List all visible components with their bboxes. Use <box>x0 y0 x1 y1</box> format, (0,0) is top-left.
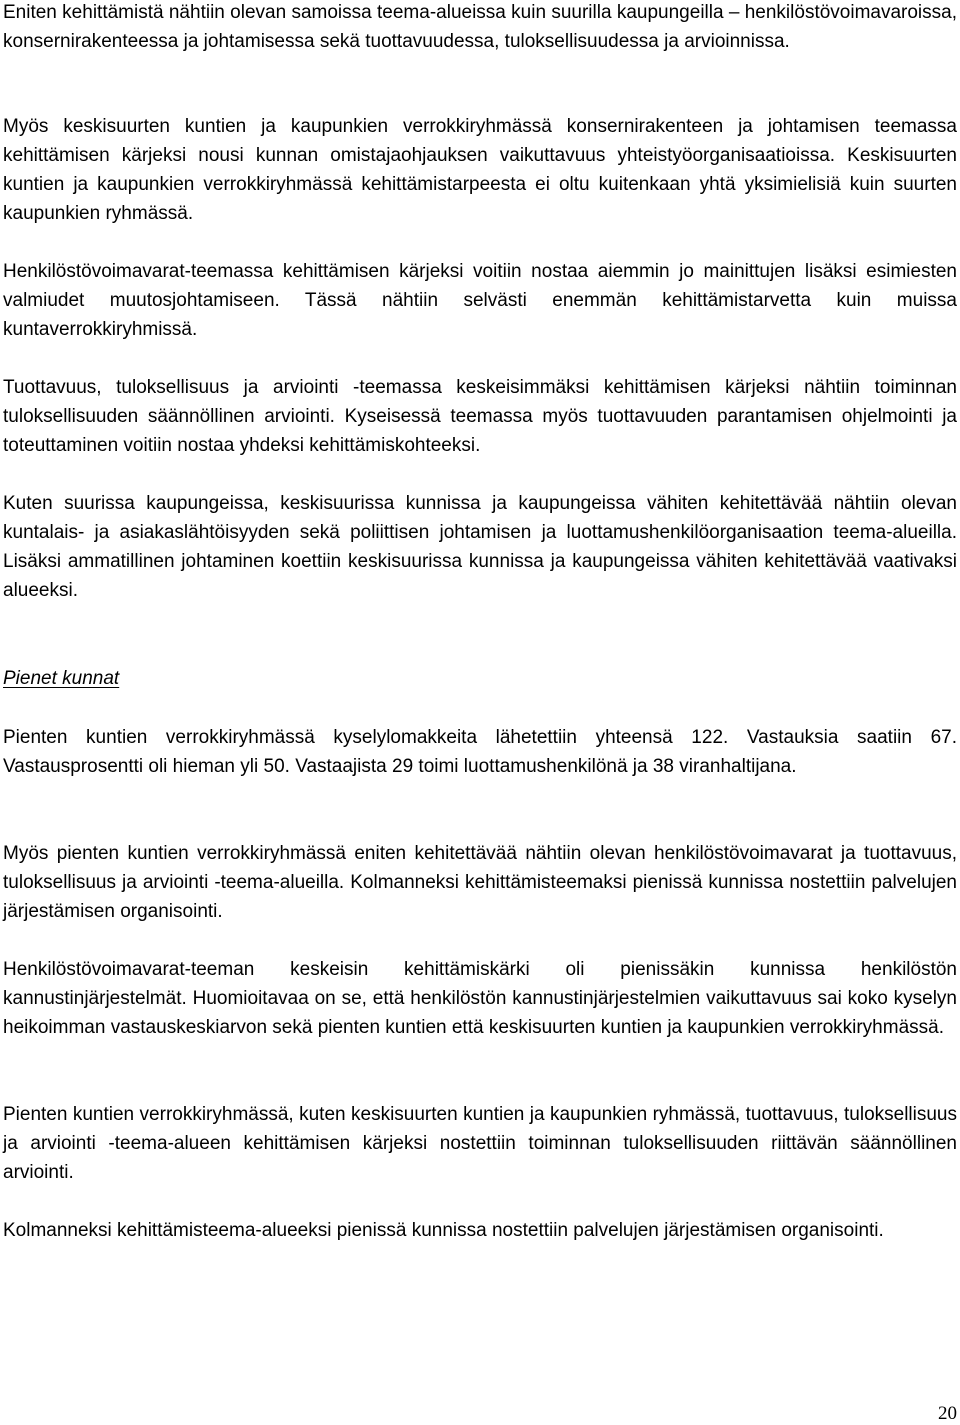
paragraph-service-organisation: Kolmanneksi kehittämisteema-alueeksi pienissä kunnissa nostettiin palvelujen järjestämisen organisointi. <box>3 1220 884 1241</box>
paragraph-performance-evaluation: Pienten kuntien verrokkiryhmässä, kuten keskisuurten kuntien ja kaupunkien ryhmässä, tuottavuus, tuloksellisuus ja arviointi -teema-alueen kehittämisen kärjeksi nostettiin toiminnan tuloksellisuuden riittävän säännöllinen arviointi. <box>3 1104 957 1183</box>
paragraph-incentive-systems: Henkilöstövoimavarat-teeman keskeisin kehittämiskärki oli pienissäkin kunnissa henkilöstön kannustinjärjestelmät. Huomioitavaa on se, että henkilöstön kannustinjärjestelmien vaikuttavuus sai koko kyselyn heikoimman vastauskeskiarvon sekä pienten kuntien että keskisuurten kuntien ja kaupunkien verrokkiryhmässä. <box>3 959 957 1038</box>
paragraph-small-municipality-themes: Myös pienten kuntien verrokkiryhmässä eniten kehitettävää nähtiin olevan henkilöstövoimavarat ja tuottavuus, tuloksellisuus ja arviointi -teema-alueilla. Kolmanneksi kehittämisteemaksi pienissä kunnissa nostettiin palvelujen järjestämisen organisointi. <box>3 843 957 922</box>
paragraph-ownership-steering: Myös keskisuurten kuntien ja kaupunkien verrokkiryhmässä konsernirakenteen ja johtamisen teemassa kehittämisen kärjeksi nousi kunnan omistajaohjauksen vaikuttavuus yhteistyöorganisaatioissa. Keskisuurten kuntien ja kaupunkien verrokkiryhmässä kehittämistarpeesta ei oltu kuitenkaan yhtä yksimielisiä kuin suurten kaupunkien ryhmässä. <box>3 116 957 224</box>
paragraph-productivity: Tuottavuus, tuloksellisuus ja arviointi -teemassa keskeisimmäksi kehittämisen kärjeksi nähtiin toiminnan tuloksellisuuden säännöllinen arviointi. Kyseisessä teemassa myös tuottavuuden parantamisen ohjelmointi ja toteuttaminen voitiin nostaa yhdeksi kehittämiskohteeksi. <box>3 377 957 456</box>
paragraph-least-development: Kuten suurissa kaupungeissa, keskisuurissa kunnissa ja kaupungeissa vähiten kehitettävää nähtiin olevan kuntalais- ja asiakaslähtöisyyden sekä poliittisen johtamisen ja luottamushenkilöorganisaation teema-alueilla. Lisäksi ammatillinen johtaminen koettiin keskisuurissa kunnissa ja kaupungeissa vähiten kehitettävää vaativaksi alueeksi. <box>3 493 957 601</box>
page-number: 20 <box>938 1403 957 1424</box>
paragraph-survey-responses: Pienten kuntien verrokkiryhmässä kyselylomakkeita lähetettiin yhteensä 122. Vastauksia saatiin 67. Vastausprosentti oli hieman yli 50. Vastaajista 29 toimi luottamushenkilönä ja 38 viranhaltijana. <box>3 727 957 777</box>
paragraph-personnel-resources: Henkilöstövoimavarat-teemassa kehittämisen kärjeksi voitiin nostaa aiemmin jo mainittujen lisäksi esimiesten valmiudet muutosjohtamiseen. Tässä nähtiin selvästi enemmän kehittämistarvetta kuin muissa kuntaverrokkiryhmissä. <box>3 261 957 340</box>
paragraph-development-themes: Eniten kehittämistä nähtiin olevan samoissa teema-alueissa kuin suurilla kaupungeilla – henkilöstövoimavaroissa, konsernirakenteessa ja johtamisessa sekä tuottavuudessa, tuloksellisuudessa ja arvioinnissa. <box>3 2 957 52</box>
section-heading-small-municipalities: Pienet kunnat <box>3 668 120 689</box>
